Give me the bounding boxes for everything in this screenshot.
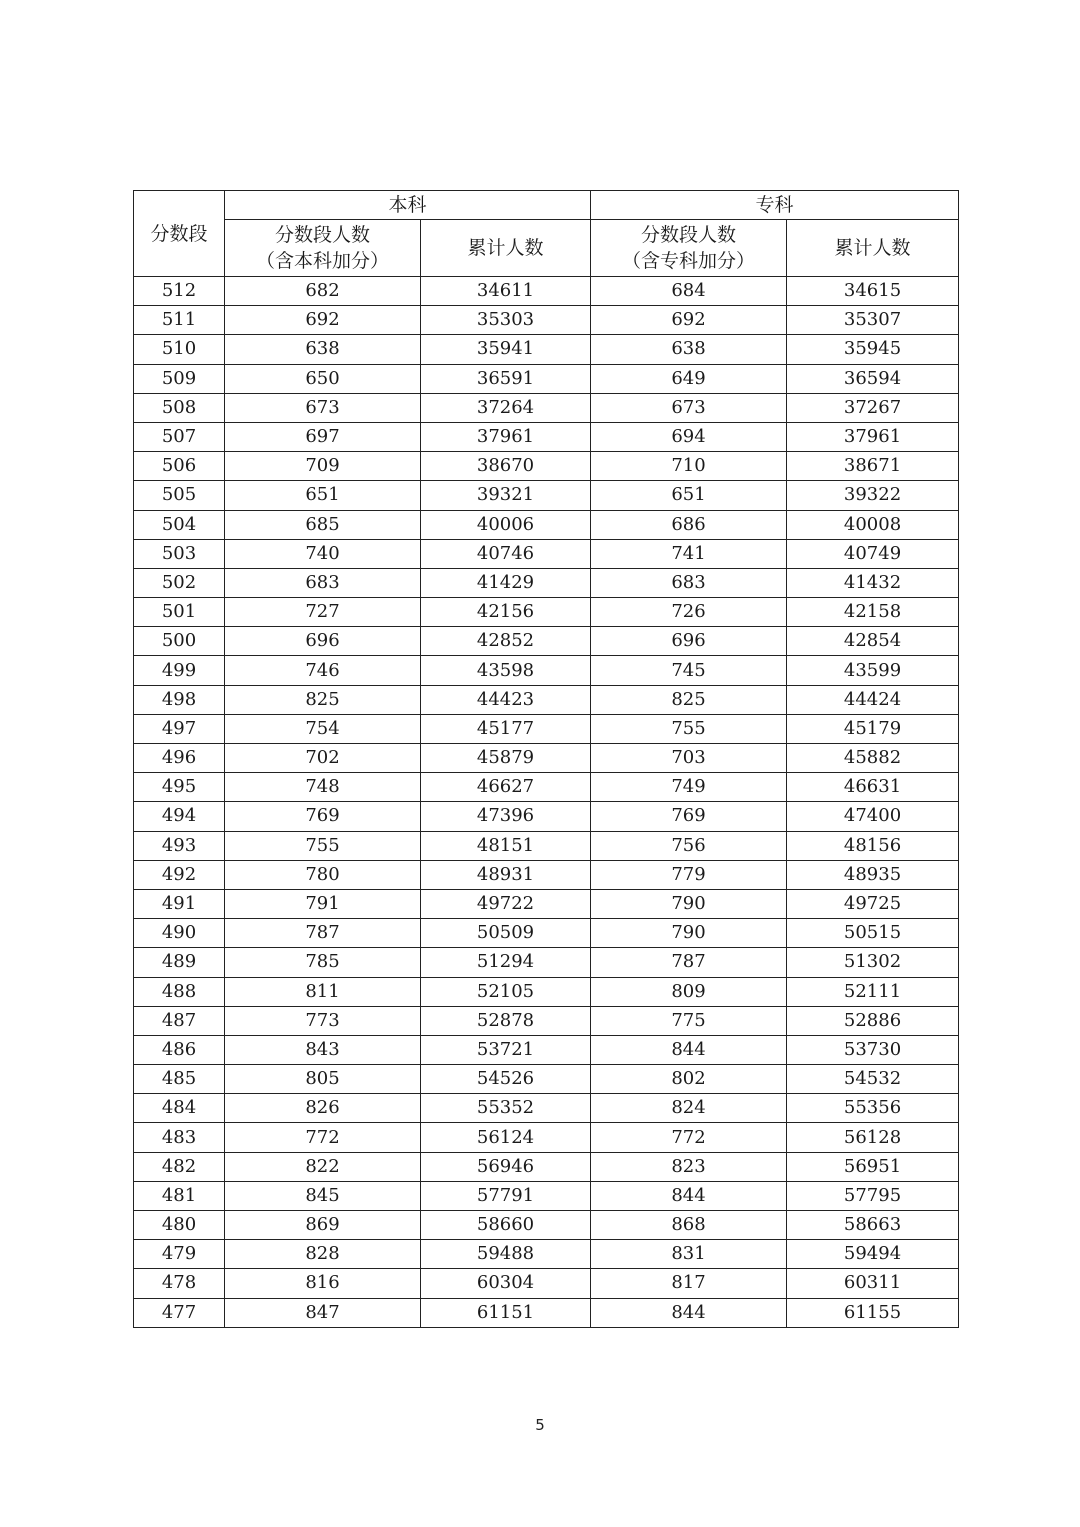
table-row (134, 364, 959, 393)
cell-benke-count: 696 (225, 627, 421, 656)
cell-zhuanke-count: 831 (591, 1240, 787, 1269)
cell-benke-cumulative: 37961 (421, 422, 591, 451)
cell-score: 502 (134, 568, 225, 597)
cell-benke-cumulative: 45177 (421, 714, 591, 743)
cell-score: 503 (134, 539, 225, 568)
cell-benke-cumulative: 58660 (421, 1211, 591, 1240)
table-row (134, 481, 959, 510)
table-row (134, 1065, 959, 1094)
table-row (134, 685, 959, 714)
cell-benke-cumulative: 47396 (421, 802, 591, 831)
cell-score: 506 (134, 452, 225, 481)
table-row (134, 889, 959, 918)
cell-zhuanke-count: 649 (591, 364, 787, 393)
cell-zhuanke-cumulative: 59494 (787, 1240, 959, 1269)
cell-score: 481 (134, 1181, 225, 1210)
cell-benke-cumulative: 49722 (421, 889, 591, 918)
cell-benke-cumulative: 40006 (421, 510, 591, 539)
cell-zhuanke-cumulative: 60311 (787, 1269, 959, 1298)
cell-zhuanke-count: 790 (591, 919, 787, 948)
header-group-zhuanke: 专科 (591, 191, 959, 220)
table-body (134, 277, 959, 1328)
table-row (134, 1181, 959, 1210)
cell-benke-cumulative: 48151 (421, 831, 591, 860)
cell-zhuanke-cumulative: 38671 (787, 452, 959, 481)
cell-zhuanke-cumulative: 53730 (787, 1035, 959, 1064)
table-header (134, 191, 959, 277)
cell-zhuanke-count: 745 (591, 656, 787, 685)
header-benke-count-line2: （含本科加分） (255, 250, 389, 272)
cell-benke-count: 773 (225, 1006, 421, 1035)
cell-score: 480 (134, 1211, 225, 1240)
cell-score: 501 (134, 598, 225, 627)
table-row (134, 714, 959, 743)
table-row (134, 919, 959, 948)
cell-zhuanke-count: 683 (591, 568, 787, 597)
table-row (134, 831, 959, 860)
header-score-range: 分数段 (134, 191, 225, 277)
header-benke-cumulative: 累计人数 (421, 220, 591, 277)
cell-zhuanke-count: 844 (591, 1035, 787, 1064)
header-benke-count-line1: 分数段人数 (274, 224, 370, 246)
cell-zhuanke-count: 755 (591, 714, 787, 743)
cell-benke-cumulative: 50509 (421, 919, 591, 948)
cell-zhuanke-cumulative: 50515 (787, 919, 959, 948)
cell-benke-count: 772 (225, 1123, 421, 1152)
cell-zhuanke-cumulative: 44424 (787, 685, 959, 714)
cell-zhuanke-cumulative: 45882 (787, 744, 959, 773)
cell-benke-count: 651 (225, 481, 421, 510)
cell-zhuanke-count: 692 (591, 306, 787, 335)
table-row (134, 1094, 959, 1123)
cell-score: 494 (134, 802, 225, 831)
cell-zhuanke-cumulative: 58663 (787, 1211, 959, 1240)
cell-benke-count: 702 (225, 744, 421, 773)
cell-zhuanke-cumulative: 34615 (787, 277, 959, 306)
cell-benke-cumulative: 42852 (421, 627, 591, 656)
cell-zhuanke-count: 710 (591, 452, 787, 481)
cell-zhuanke-cumulative: 42158 (787, 598, 959, 627)
cell-benke-count: 682 (225, 277, 421, 306)
cell-benke-count: 748 (225, 773, 421, 802)
cell-benke-cumulative: 39321 (421, 481, 591, 510)
cell-benke-cumulative: 40746 (421, 539, 591, 568)
cell-score: 477 (134, 1298, 225, 1327)
table-row (134, 306, 959, 335)
cell-zhuanke-cumulative: 37267 (787, 393, 959, 422)
cell-benke-cumulative: 46627 (421, 773, 591, 802)
cell-score: 511 (134, 306, 225, 335)
table-row (134, 1211, 959, 1240)
cell-score: 495 (134, 773, 225, 802)
cell-score: 486 (134, 1035, 225, 1064)
cell-benke-count: 769 (225, 802, 421, 831)
cell-score: 499 (134, 656, 225, 685)
cell-zhuanke-count: 741 (591, 539, 787, 568)
cell-score: 491 (134, 889, 225, 918)
cell-zhuanke-cumulative: 40749 (787, 539, 959, 568)
table-row (134, 744, 959, 773)
cell-zhuanke-count: 868 (591, 1211, 787, 1240)
table-row (134, 539, 959, 568)
cell-zhuanke-count: 775 (591, 1006, 787, 1035)
cell-score: 487 (134, 1006, 225, 1035)
cell-zhuanke-cumulative: 49725 (787, 889, 959, 918)
cell-benke-count: 697 (225, 422, 421, 451)
cell-score: 504 (134, 510, 225, 539)
table-row (134, 510, 959, 539)
cell-zhuanke-cumulative: 40008 (787, 510, 959, 539)
cell-zhuanke-cumulative: 52111 (787, 977, 959, 1006)
table-row (134, 860, 959, 889)
cell-benke-count: 811 (225, 977, 421, 1006)
cell-benke-count: 692 (225, 306, 421, 335)
cell-score: 483 (134, 1123, 225, 1152)
cell-benke-count: 755 (225, 831, 421, 860)
cell-benke-count: 727 (225, 598, 421, 627)
cell-score: 505 (134, 481, 225, 510)
cell-zhuanke-count: 686 (591, 510, 787, 539)
header-group-benke: 本科 (225, 191, 591, 220)
cell-benke-count: 805 (225, 1065, 421, 1094)
cell-benke-cumulative: 55352 (421, 1094, 591, 1123)
cell-benke-count: 845 (225, 1181, 421, 1210)
cell-zhuanke-count: 638 (591, 335, 787, 364)
cell-zhuanke-cumulative: 46631 (787, 773, 959, 802)
table-row (134, 598, 959, 627)
cell-zhuanke-cumulative: 35307 (787, 306, 959, 335)
cell-benke-count: 673 (225, 393, 421, 422)
cell-zhuanke-cumulative: 36594 (787, 364, 959, 393)
cell-zhuanke-cumulative: 37961 (787, 422, 959, 451)
header-zhuanke-count (591, 220, 787, 277)
cell-benke-count: 709 (225, 452, 421, 481)
cell-zhuanke-cumulative: 35945 (787, 335, 959, 364)
cell-zhuanke-count: 694 (591, 422, 787, 451)
cell-zhuanke-count: 817 (591, 1269, 787, 1298)
cell-zhuanke-count: 726 (591, 598, 787, 627)
cell-benke-cumulative: 37264 (421, 393, 591, 422)
table-row (134, 948, 959, 977)
table-row (134, 1006, 959, 1035)
cell-score: 507 (134, 422, 225, 451)
cell-score: 512 (134, 277, 225, 306)
cell-zhuanke-count: 787 (591, 948, 787, 977)
cell-benke-count: 843 (225, 1035, 421, 1064)
cell-zhuanke-cumulative: 43599 (787, 656, 959, 685)
cell-benke-cumulative: 56124 (421, 1123, 591, 1152)
cell-score: 485 (134, 1065, 225, 1094)
header-zhuanke-cumulative: 累计人数 (787, 220, 959, 277)
cell-zhuanke-count: 696 (591, 627, 787, 656)
cell-zhuanke-count: 749 (591, 773, 787, 802)
cell-zhuanke-count: 790 (591, 889, 787, 918)
cell-zhuanke-count: 772 (591, 1123, 787, 1152)
cell-benke-count: 869 (225, 1211, 421, 1240)
cell-score: 482 (134, 1152, 225, 1181)
cell-benke-cumulative: 42156 (421, 598, 591, 627)
cell-score: 508 (134, 393, 225, 422)
cell-zhuanke-count: 769 (591, 802, 787, 831)
cell-benke-count: 828 (225, 1240, 421, 1269)
cell-zhuanke-cumulative: 48156 (787, 831, 959, 860)
cell-zhuanke-cumulative: 52886 (787, 1006, 959, 1035)
cell-score: 489 (134, 948, 225, 977)
cell-zhuanke-count: 823 (591, 1152, 787, 1181)
cell-zhuanke-count: 825 (591, 685, 787, 714)
table-row (134, 1298, 959, 1327)
cell-zhuanke-count: 809 (591, 977, 787, 1006)
cell-benke-cumulative: 51294 (421, 948, 591, 977)
score-distribution-table (133, 190, 959, 1328)
cell-benke-count: 825 (225, 685, 421, 714)
cell-benke-count: 740 (225, 539, 421, 568)
cell-benke-count: 683 (225, 568, 421, 597)
table-row (134, 393, 959, 422)
cell-zhuanke-cumulative: 41432 (787, 568, 959, 597)
cell-score: 492 (134, 860, 225, 889)
cell-benke-cumulative: 57791 (421, 1181, 591, 1210)
cell-benke-cumulative: 35303 (421, 306, 591, 335)
header-zhuanke-count-line2: （含专科加分） (622, 250, 756, 272)
table-row (134, 422, 959, 451)
header-zhuanke-count-line1: 分数段人数 (641, 224, 737, 246)
cell-score: 498 (134, 685, 225, 714)
cell-zhuanke-count: 802 (591, 1065, 787, 1094)
cell-zhuanke-count: 756 (591, 831, 787, 860)
cell-score: 493 (134, 831, 225, 860)
cell-score: 497 (134, 714, 225, 743)
table-row (134, 1152, 959, 1181)
cell-benke-count: 816 (225, 1269, 421, 1298)
table-row (134, 277, 959, 306)
cell-benke-count: 780 (225, 860, 421, 889)
cell-zhuanke-cumulative: 54532 (787, 1065, 959, 1094)
cell-zhuanke-count: 844 (591, 1181, 787, 1210)
cell-score: 478 (134, 1269, 225, 1298)
table-row (134, 773, 959, 802)
table-row (134, 656, 959, 685)
cell-benke-cumulative: 52878 (421, 1006, 591, 1035)
table-row (134, 1123, 959, 1152)
cell-zhuanke-count: 824 (591, 1094, 787, 1123)
table-row (134, 1240, 959, 1269)
cell-benke-count: 847 (225, 1298, 421, 1327)
cell-benke-cumulative: 38670 (421, 452, 591, 481)
cell-benke-cumulative: 48931 (421, 860, 591, 889)
cell-zhuanke-cumulative: 39322 (787, 481, 959, 510)
table-row (134, 977, 959, 1006)
table-row (134, 802, 959, 831)
cell-zhuanke-count: 684 (591, 277, 787, 306)
cell-benke-cumulative: 53721 (421, 1035, 591, 1064)
cell-benke-cumulative: 34611 (421, 277, 591, 306)
cell-zhuanke-cumulative: 48935 (787, 860, 959, 889)
table-row (134, 568, 959, 597)
cell-score: 479 (134, 1240, 225, 1269)
table-row (134, 335, 959, 364)
cell-benke-cumulative: 52105 (421, 977, 591, 1006)
cell-zhuanke-cumulative: 51302 (787, 948, 959, 977)
cell-benke-count: 785 (225, 948, 421, 977)
cell-benke-count: 754 (225, 714, 421, 743)
cell-benke-count: 650 (225, 364, 421, 393)
cell-zhuanke-cumulative: 57795 (787, 1181, 959, 1210)
cell-score: 500 (134, 627, 225, 656)
table-row (134, 627, 959, 656)
cell-zhuanke-count: 651 (591, 481, 787, 510)
cell-score: 484 (134, 1094, 225, 1123)
cell-benke-count: 787 (225, 919, 421, 948)
cell-benke-cumulative: 59488 (421, 1240, 591, 1269)
table-row (134, 1269, 959, 1298)
cell-zhuanke-count: 844 (591, 1298, 787, 1327)
cell-score: 509 (134, 364, 225, 393)
table-row (134, 1035, 959, 1064)
cell-zhuanke-cumulative: 42854 (787, 627, 959, 656)
cell-benke-cumulative: 60304 (421, 1269, 591, 1298)
cell-benke-count: 685 (225, 510, 421, 539)
cell-benke-cumulative: 35941 (421, 335, 591, 364)
cell-score: 490 (134, 919, 225, 948)
cell-zhuanke-count: 703 (591, 744, 787, 773)
header-row-groups (134, 191, 959, 220)
header-row-columns (134, 220, 959, 277)
cell-benke-cumulative: 56946 (421, 1152, 591, 1181)
cell-zhuanke-cumulative: 61155 (787, 1298, 959, 1327)
cell-benke-cumulative: 36591 (421, 364, 591, 393)
cell-benke-cumulative: 44423 (421, 685, 591, 714)
cell-benke-cumulative: 41429 (421, 568, 591, 597)
cell-benke-count: 826 (225, 1094, 421, 1123)
cell-score: 488 (134, 977, 225, 1006)
cell-zhuanke-cumulative: 56951 (787, 1152, 959, 1181)
cell-score: 496 (134, 744, 225, 773)
cell-benke-count: 822 (225, 1152, 421, 1181)
cell-zhuanke-cumulative: 56128 (787, 1123, 959, 1152)
cell-zhuanke-count: 779 (591, 860, 787, 889)
cell-benke-count: 746 (225, 656, 421, 685)
cell-benke-cumulative: 54526 (421, 1065, 591, 1094)
cell-score: 510 (134, 335, 225, 364)
table-row (134, 452, 959, 481)
cell-benke-cumulative: 45879 (421, 744, 591, 773)
cell-zhuanke-cumulative: 45179 (787, 714, 959, 743)
cell-benke-cumulative: 61151 (421, 1298, 591, 1327)
cell-benke-count: 638 (225, 335, 421, 364)
page-number: 5 (535, 1416, 545, 1434)
cell-benke-count: 791 (225, 889, 421, 918)
cell-zhuanke-cumulative: 55356 (787, 1094, 959, 1123)
cell-zhuanke-count: 673 (591, 393, 787, 422)
cell-benke-cumulative: 43598 (421, 656, 591, 685)
cell-zhuanke-cumulative: 47400 (787, 802, 959, 831)
header-benke-count (225, 220, 421, 277)
